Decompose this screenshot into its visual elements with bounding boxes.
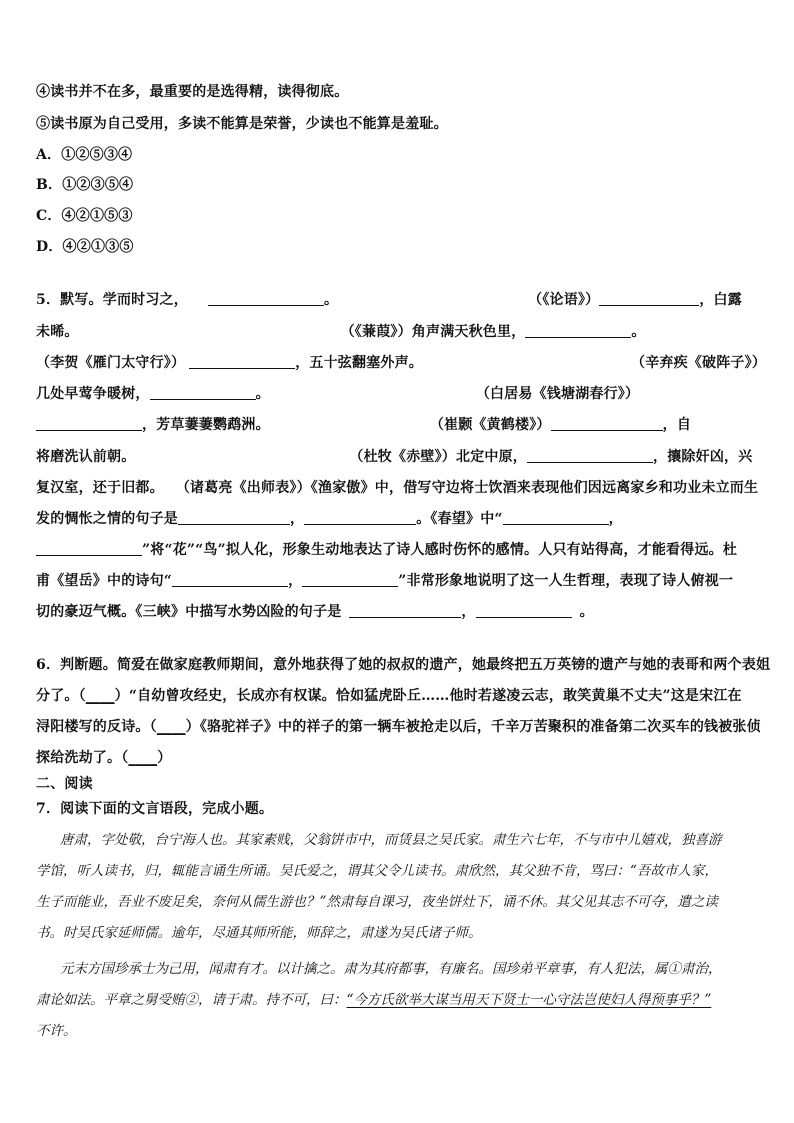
q5-source-xinqiji: （辛弃疾《破阵子》） bbox=[631, 355, 767, 371]
q5-text: ”非常形象地说明了这一人生哲理，表现了诗人俯视一 bbox=[398, 573, 734, 589]
q5-text: 未晞。 bbox=[36, 324, 79, 340]
q5-blank-16[interactable] bbox=[476, 603, 572, 618]
q5-line-7 bbox=[36, 478, 760, 498]
q5-source-lunyu: （《论语》） bbox=[528, 292, 600, 308]
q5-text: ，五十弦翻塞外声。 bbox=[295, 355, 424, 371]
q5-blank-11[interactable] bbox=[503, 510, 609, 525]
q7-title: 7．阅读下面的文言语段，完成小题。 bbox=[36, 801, 274, 817]
q5-line-5 bbox=[36, 415, 760, 435]
q5-source-jianjia: （《蒹葭》）角声满天秋色里， bbox=[340, 324, 526, 340]
q5-text: 。 bbox=[255, 386, 270, 402]
q5-text: （诸葛亮《出师表》）《渔家傲》中，借写守边将士饮酒来表现他们因远离家乡和功业未立而生 bbox=[175, 480, 759, 496]
q6-text: ） bbox=[157, 750, 172, 766]
q5-blank-5[interactable] bbox=[150, 385, 256, 400]
q6-line-3 bbox=[36, 717, 760, 737]
q5-line-8 bbox=[36, 509, 760, 529]
q5-blank-13[interactable] bbox=[172, 572, 288, 587]
q5-line-10 bbox=[36, 571, 760, 591]
q6-line-1: 6．判断题。简爱在做家庭教师期间，意外地获得了她的叔叔的遗产，她最终把五万英镑的遗产与她的表哥和两个表姐 bbox=[36, 657, 771, 673]
q5-text: ，攘除奸凶，兴 bbox=[653, 449, 753, 465]
q7-passage-p2-l3: 不许。 bbox=[36, 1023, 77, 1039]
q4-statement-5: ⑤读书原为自己受用，多读不能算是荣誉，少读也不能算是羞耻。 bbox=[36, 116, 448, 132]
q5-blank-3[interactable] bbox=[525, 323, 631, 338]
q4-option-d[interactable]: D．④②①③⑤ bbox=[36, 239, 134, 255]
q7-passage-p1-l3: 生子而能业，吾业不废足矣，奈何从儒生游也？”然肃每自课习，夜坐饼灶下，诵不休。其父见其志不可夺，遣之读 bbox=[36, 894, 718, 910]
q4-statement-4: ④读书并不在多，最重要的是选得精，读得彻底。 bbox=[36, 84, 349, 100]
q5-line-9 bbox=[36, 540, 760, 560]
q5-text: ，芳草萋萋鹦鹉洲。 bbox=[142, 417, 270, 433]
q5-text: 。 bbox=[579, 604, 594, 620]
q5-intro: 5．默写。学而时习之， bbox=[36, 292, 188, 308]
q6-text: 浔阳楼写的反诗。（ bbox=[36, 719, 157, 735]
q5-text: ， bbox=[288, 573, 303, 589]
q5-source-cuihao: （崔颢《黄鹤楼》） bbox=[429, 417, 551, 433]
q5-line-6 bbox=[36, 447, 760, 467]
q5-text: ， bbox=[461, 604, 476, 620]
q6-answer-blank-3[interactable]: ____ bbox=[128, 750, 158, 766]
q5-text: ，自 bbox=[662, 417, 692, 433]
q5-text: ， bbox=[290, 511, 305, 527]
q4-option-b[interactable]: B．①②③⑤④ bbox=[36, 177, 134, 193]
q5-line-3 bbox=[36, 353, 767, 373]
q7-passage-p2-l1: 元末方国珍承士为己用，闻肃有才。以计擒之。肃为其府都事，有廉名。国珍弟平章事，有人犯法，属①肃治， bbox=[60, 961, 722, 977]
section-heading-reading: 二、阅读 bbox=[36, 776, 93, 792]
q5-text: 。《春望》中“ bbox=[416, 511, 503, 527]
q6-text: 探给洗劫了。（ bbox=[36, 750, 129, 766]
q6-text: ）“自幼曾攻经史，长成亦有权谋。恰如猛虎卧丘……他时若遂凌云志，敢笑黄巢不丈夫”这是宋江在 bbox=[114, 688, 742, 704]
q5-blank-9[interactable] bbox=[178, 510, 290, 525]
q6-answer-blank-2[interactable]: ____ bbox=[156, 719, 186, 735]
q5-source-baijuyi: （白居易《钱塘湖春行》） bbox=[475, 386, 640, 402]
q5-blank-2[interactable] bbox=[599, 291, 699, 306]
q5-line-4 bbox=[36, 384, 760, 404]
q5-text: 甫《望岳》中的诗句“ bbox=[36, 573, 173, 589]
q5-text: 切的豪迈气概。《三峡》中描写水势凶险的句子是 bbox=[36, 604, 342, 620]
q5-text: 复汉室，还于旧都。 bbox=[36, 480, 164, 496]
q5-blank-6[interactable] bbox=[36, 416, 142, 431]
q6-text: 分了。（ bbox=[36, 688, 86, 704]
q6-line-2 bbox=[36, 686, 760, 706]
q5-line-2 bbox=[36, 322, 760, 342]
q7-passage-p1-l2: 学馆，听人读书，归，辄能言诵生所诵。吴氏爱之，谓其父令儿读书。肃欣然，其父独不肯，骂曰：“吾故市人家， bbox=[36, 863, 718, 879]
q5-text: ”将“花”“鸟”拟人化，形象生动地表达了诗人感时伤怀的感情。人只有站得高，才能看得远。杜 bbox=[142, 542, 738, 558]
q5-text: 。 bbox=[323, 292, 339, 308]
q5-text: ，白露 bbox=[699, 292, 742, 308]
q5-text: 几处早莺争暖树， bbox=[36, 386, 150, 402]
q5-source-lihe: （李贺《雁门太守行》） bbox=[36, 355, 186, 371]
q7-passage-p1-l1: 唐肃，字处敬，台宁海人也。其家素贱，父翁饼市中，而赁县之吴氏家。肃生六七年，不与市中儿嬉戏，独喜游 bbox=[60, 832, 722, 848]
q5-blank-12[interactable] bbox=[36, 541, 142, 556]
q7-passage-text: 肃论如法。平章之舅受贿②，请于肃。持不可，曰： bbox=[36, 992, 347, 1008]
q5-text: 。 bbox=[631, 324, 646, 340]
q7-underlined-sentence: “今方氏欲举大谋当用天下贤士一心守法岂使妇人得预事乎？” bbox=[346, 992, 712, 1008]
q5-blank-14[interactable] bbox=[302, 572, 398, 587]
q5-line-11 bbox=[36, 602, 760, 622]
q4-option-a[interactable]: A．①②⑤③④ bbox=[36, 147, 133, 163]
q6-text: ）《骆驼祥子》中的祥子的第一辆车被抢走以后，千辛万苦聚积的准备第二次买车的钱被张侦 bbox=[185, 719, 761, 735]
q5-text: 发的惆怅之情的句子是 bbox=[36, 511, 178, 527]
q6-line-4 bbox=[36, 748, 760, 768]
q5-line-1 bbox=[36, 290, 760, 310]
q5-blank-4[interactable] bbox=[189, 354, 295, 369]
q5-source-dumu: （杜牧《赤壁》）北定中原， bbox=[349, 449, 528, 465]
q5-blank-15[interactable] bbox=[349, 603, 461, 618]
q7-passage-p2-l2 bbox=[36, 990, 711, 1010]
q4-option-c[interactable]: C．④②①⑤③ bbox=[36, 208, 133, 224]
q6-answer-blank-1[interactable]: ____ bbox=[85, 688, 115, 704]
q5-blank-7[interactable] bbox=[551, 416, 663, 431]
q5-text: ， bbox=[608, 511, 623, 527]
q5-blank-8[interactable] bbox=[527, 448, 653, 463]
q5-blank-10[interactable] bbox=[304, 510, 416, 525]
q7-passage-p1-l4: 书。时吴氏家延师儒。逾年，尽通其师所能，师辞之，肃遂为吴氏诸子师。 bbox=[36, 925, 482, 941]
q5-blank-1[interactable] bbox=[208, 291, 324, 306]
q5-text: 将磨洗认前朝。 bbox=[36, 449, 136, 465]
